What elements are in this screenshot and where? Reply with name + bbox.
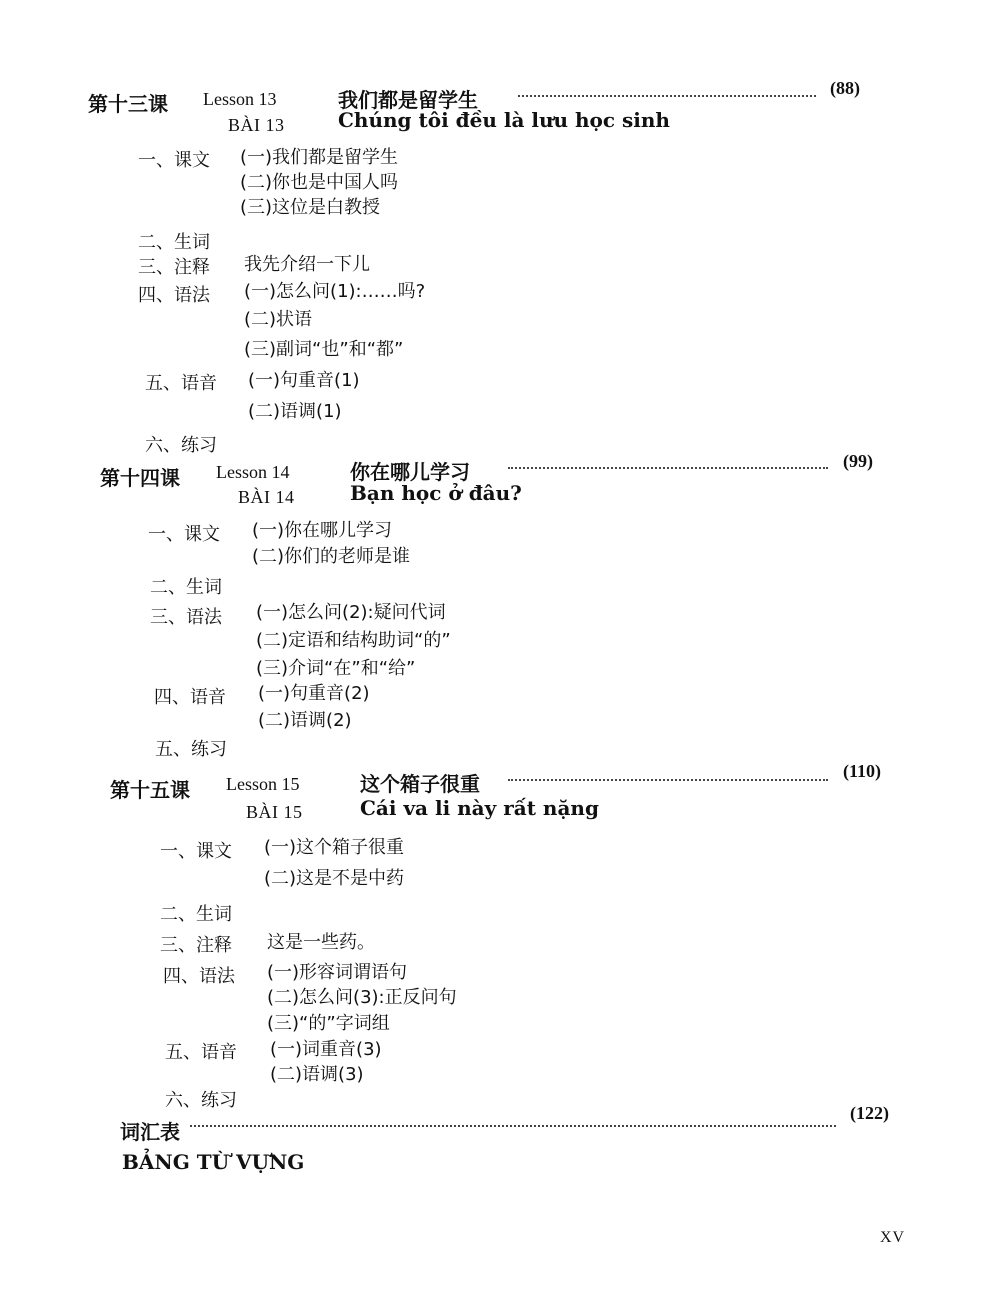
section-label: 四、语法 <box>138 285 210 306</box>
section-label: 五、练习 <box>155 739 227 760</box>
vocab-leader-dots <box>190 1125 836 1127</box>
lesson-14-page[interactable]: (99) <box>843 451 873 471</box>
section-item: (一)这个箱子很重 <box>264 837 405 858</box>
lesson-15-title[interactable]: 这个箱子很重 <box>360 772 480 796</box>
lesson-15-title-vn: Cái va li này rất nặng <box>360 796 599 820</box>
section-item: (二)语调(2) <box>258 710 352 731</box>
section-item: (一)句重音(2) <box>258 683 370 704</box>
section-item: (二)状语 <box>244 309 313 330</box>
page-number: XV <box>880 1229 906 1246</box>
section-item: (二)语调(3) <box>270 1064 364 1085</box>
section-item: (二)怎么问(3):正反问句 <box>267 987 457 1008</box>
section-label: 四、语音 <box>154 687 226 708</box>
section-label: 一、课文 <box>148 524 220 545</box>
lesson-13-title-vn: Chúng tôi đều là lưu học sinh <box>338 108 670 132</box>
section-label: 四、语法 <box>163 966 235 987</box>
section-label: 一、课文 <box>138 150 210 171</box>
section-item: 我先介绍一下儿 <box>244 254 370 275</box>
lesson-14-number: 第十四课 <box>100 466 180 490</box>
section-item: (三)介词“在”和“给” <box>256 658 416 679</box>
lesson-14-bai: BÀI 14 <box>238 487 295 507</box>
lesson-13-number: 第十三课 <box>88 92 168 116</box>
lesson-14-leader-dots <box>508 467 828 469</box>
section-label: 五、语音 <box>145 373 217 394</box>
section-item: 这是一些药。 <box>267 932 375 953</box>
lesson-13-page[interactable]: (88) <box>830 78 860 98</box>
lesson-15-page[interactable]: (110) <box>843 761 881 781</box>
section-item: (二)语调(1) <box>248 401 342 422</box>
section-label: 二、生词 <box>138 232 210 253</box>
section-item: (二)这是不是中药 <box>264 868 405 889</box>
section-item: (三)这位是白教授 <box>240 197 381 218</box>
section-item: (一)你在哪儿学习 <box>252 520 393 541</box>
vocab-page[interactable]: (122) <box>850 1103 889 1123</box>
section-label: 二、生词 <box>160 904 232 925</box>
lesson-13-english: Lesson 13 <box>203 89 277 109</box>
section-label: 三、注释 <box>160 935 232 956</box>
section-item: (一)形容词谓语句 <box>267 962 408 983</box>
section-label: 六、练习 <box>165 1090 237 1111</box>
section-label: 三、注释 <box>138 257 210 278</box>
section-label: 六、练习 <box>145 435 217 456</box>
lesson-13-title[interactable]: 我们都是留学生 <box>338 88 478 112</box>
section-item: (二)你们的老师是谁 <box>252 546 411 567</box>
section-item: (一)句重音(1) <box>248 370 360 391</box>
lesson-13-leader-dots <box>518 95 816 97</box>
section-label: 三、语法 <box>150 607 222 628</box>
section-item: (三)副词“也”和“都” <box>244 339 404 360</box>
lesson-15-leader-dots <box>508 779 828 781</box>
section-item: (二)你也是中国人吗 <box>240 172 399 193</box>
section-item: (一)怎么问(1):……吗? <box>244 281 426 302</box>
vocab-title-vn: BẢNG TỪ VỰNG <box>122 1150 305 1174</box>
lesson-14-title-vn: Bạn học ở đâu? <box>350 481 522 505</box>
section-label: 一、课文 <box>160 841 232 862</box>
lesson-15-english: Lesson 15 <box>226 774 300 794</box>
lesson-14-title[interactable]: 你在哪儿学习 <box>350 460 470 484</box>
section-label: 五、语音 <box>165 1042 237 1063</box>
section-label: 二、生词 <box>150 577 222 598</box>
vocab-title[interactable]: 词汇表 <box>120 1120 180 1144</box>
section-item: (三)“的”字词组 <box>267 1013 390 1034</box>
lesson-15-number: 第十五课 <box>110 778 190 802</box>
section-item: (一)词重音(3) <box>270 1039 382 1060</box>
section-item: (二)定语和结构助词“的” <box>256 630 451 651</box>
lesson-13-bai: BÀI 13 <box>228 115 285 135</box>
lesson-15-bai: BÀI 15 <box>246 802 303 822</box>
lesson-14-english: Lesson 14 <box>216 462 290 482</box>
section-item: (一)我们都是留学生 <box>240 147 399 168</box>
section-item: (一)怎么问(2):疑问代词 <box>256 602 446 623</box>
